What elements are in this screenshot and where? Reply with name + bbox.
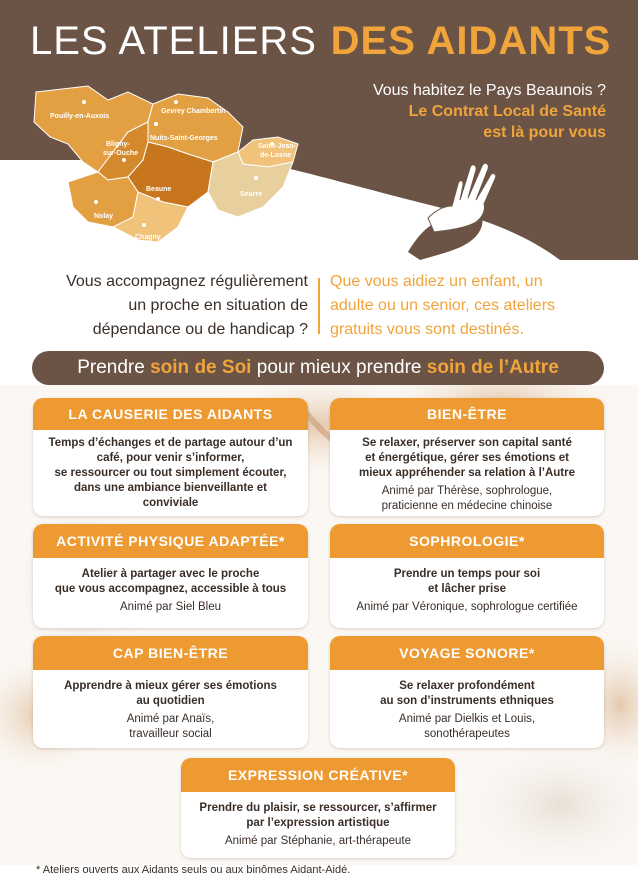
workshop-title: SOPHROLOGIE*: [330, 524, 604, 558]
caregiver-question: Vous accompagnez régulièrement un proche en situation de dépendance ou de handicap ?: [66, 273, 308, 338]
workshop-card-expression-creative: EXPRESSION CRÉATIVE* Prendre du plaisir, se ressourcer, s’affirmer par l’expression artistique Animé par Stéphanie, art-thérapeute: [181, 758, 455, 858]
contract-line-2: est là pour vous: [483, 124, 606, 141]
pays-beaunois-map: [28, 82, 328, 252]
map-town-label: Seurre: [240, 191, 263, 198]
map-town-label: Bligny-sur-Ouche: [103, 141, 139, 157]
page-title: LES ATELIERS DES AIDANTS: [30, 19, 612, 63]
map-town-label: Pouilly-en-Auxois: [50, 113, 110, 120]
workshop-title: EXPRESSION CRÉATIVE*: [181, 758, 455, 792]
workshop-title: VOYAGE SONORE*: [330, 636, 604, 670]
workshop-animator: Animé par Stéphanie, art-thérapeute: [224, 835, 412, 847]
workshop-title: CAP BIEN-ÊTRE: [33, 636, 308, 670]
workshop-card-voyage-sonore: VOYAGE SONORE* Se relaxer profondément au son d’instruments ethniques Animé par Dielkis et Louis, sonothérapeutes: [330, 636, 604, 748]
header-intro: [373, 80, 606, 143]
map-town-label: Gevrey Chambertin: [161, 108, 226, 115]
divider: [318, 278, 320, 334]
map-town-label: Nuits-Saint-Georges: [150, 135, 218, 142]
workshop-card-cap-bien-etre: CAP BIEN-ÊTRE Apprendre à mieux gérer ses émotions au quotidien Animé par Anaïs, travailleur social: [33, 636, 308, 748]
contract-line-1: Le Contrat Local de Santé: [408, 103, 606, 120]
workshop-title: BIEN-ÊTRE: [330, 398, 604, 430]
header-question: Vous habitez le Pays Beaunois ?: [372, 82, 606, 99]
workshop-card-causerie: LA CAUSERIE DES AIDANTS Temps d’échanges et de partage autour d’un café, pour venir s’informer, se ressourcer ou tout simplement écouter, dans une ambiance bienveillante et conviviale: [33, 398, 308, 516]
map-town-label: Chagny: [135, 234, 161, 241]
workshop-title: LA CAUSERIE DES AIDANTS: [33, 398, 308, 430]
workshop-card-activite-physique: ACTIVITÉ PHYSIQUE ADAPTÉE* Atelier à partager avec le proche que vous accompagnez, accessible à tous Animé par Siel Bleu: [33, 524, 308, 628]
audience-statement: Que vous aidiez un enfant, un adulte ou un senior, ces ateliers gratuits vous sont destinés.: [330, 273, 556, 338]
footnote: * Ateliers ouverts aux Aidants seuls ou aux binômes Aidant-Aidé.: [36, 864, 351, 876]
workshop-animator: praticienne en médecine chinoise: [381, 500, 553, 512]
workshop-title: ACTIVITÉ PHYSIQUE ADAPTÉE*: [33, 524, 308, 558]
workshop-animator: Animé par Véronique, sophrologue certifiée: [356, 601, 578, 613]
workshop-animator: Animé par Anaïs,: [126, 713, 215, 725]
hands-illustration: [400, 152, 520, 262]
workshop-card-sophrologie: SOPHROLOGIE* Prendre un temps pour soi et lâcher prise Animé par Véronique, sophrologue certifiée: [330, 524, 604, 628]
workshop-animator: Animé par Thérèse, sophrologue,: [381, 485, 553, 497]
workshop-animator: travailleur social: [129, 728, 212, 740]
map-town-label: Saint-Jean-de-Losne: [258, 143, 296, 159]
workshop-animator: Animé par Dielkis et Louis,: [398, 713, 536, 725]
map-town-label: Nolay: [94, 213, 114, 220]
workshop-animator: sonothérapeutes: [424, 728, 510, 740]
motto-banner: Prendre soin de Soi pour mieux prendre soin de l’Autre: [32, 351, 604, 385]
workshop-card-bien-etre: BIEN-ÊTRE Se relaxer, préserver son capital santé et énergétique, gérer ses émotions et mieux appréhender sa relation à l’Autre Animé par Thérèse, sophrologue, praticienne en médecine chinoise: [330, 398, 604, 516]
workshop-animator: Animé par Siel Bleu: [120, 601, 221, 613]
map-town-label: Beaune: [146, 186, 172, 193]
